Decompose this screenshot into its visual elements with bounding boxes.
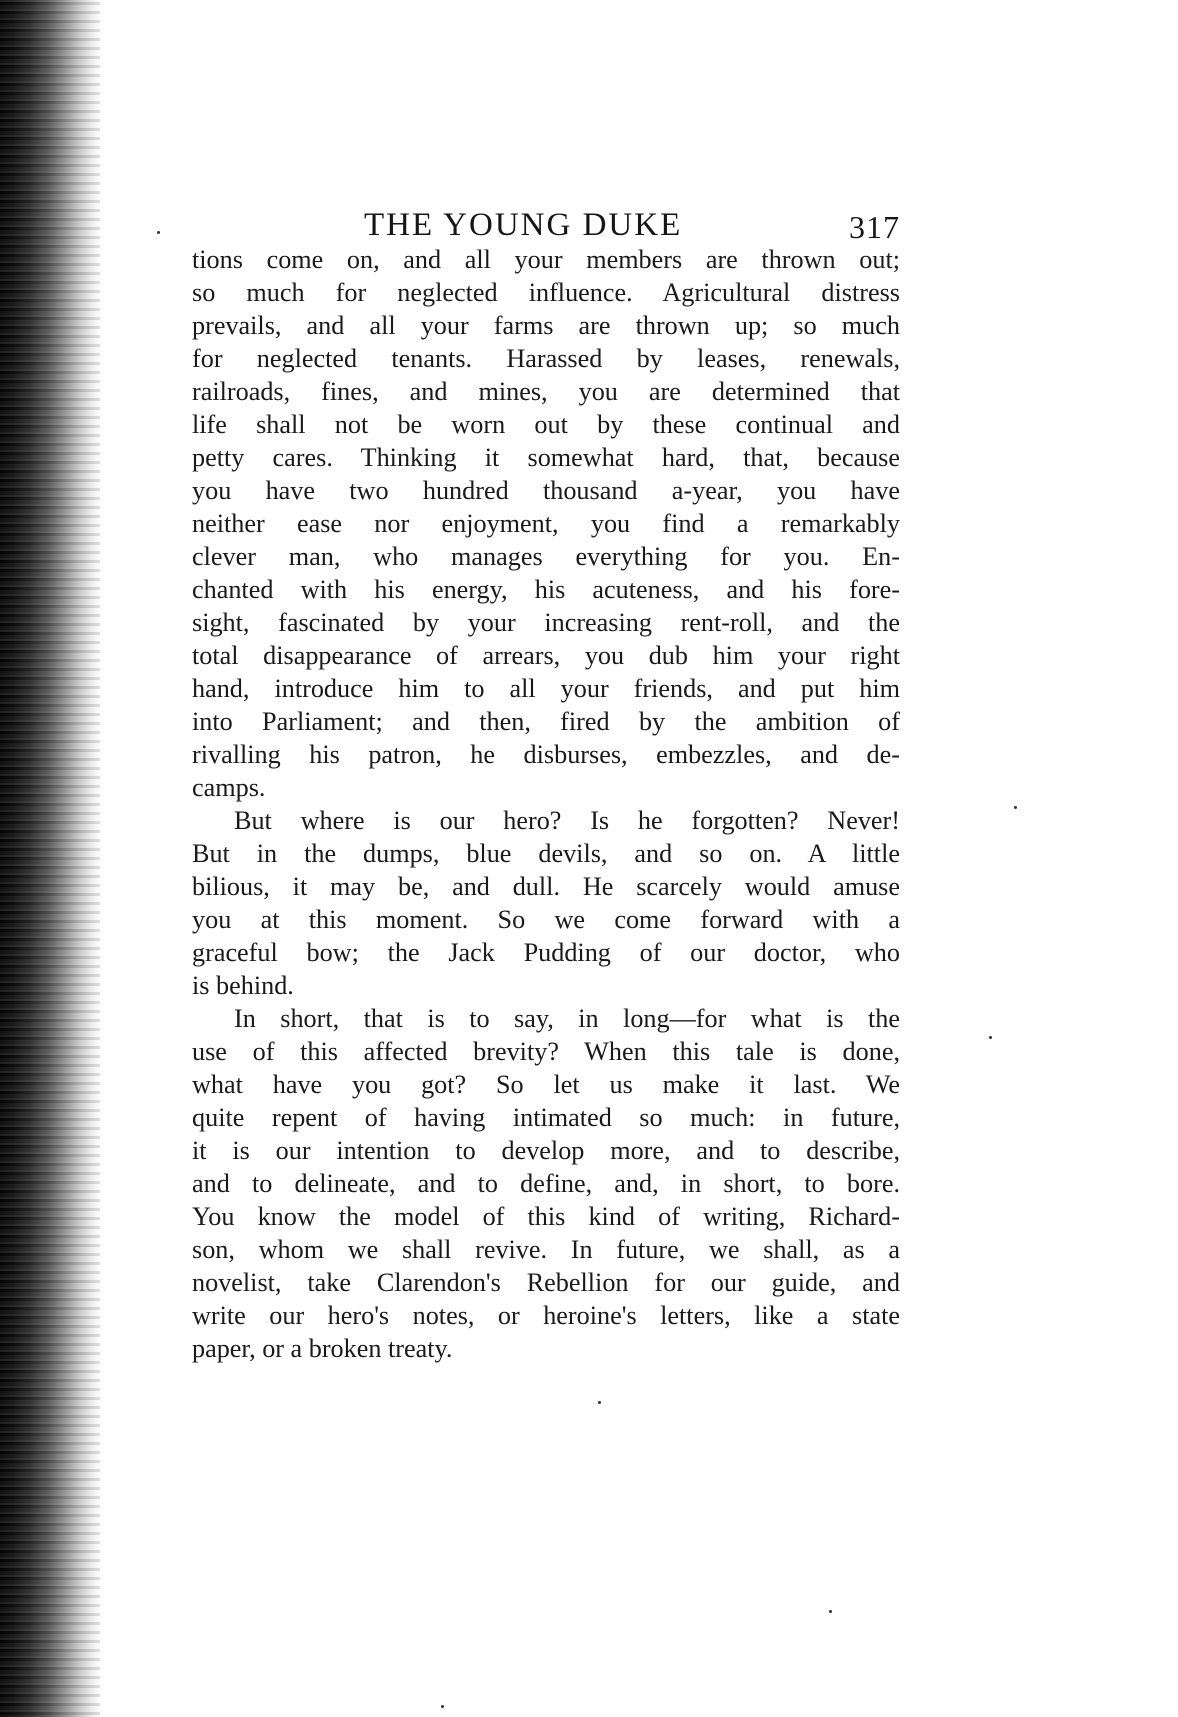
text-line: novelist, take Clarendon's Rebellion for our guide, and bbox=[192, 1268, 900, 1297]
text-line: clever man, who manages everything for you. En- bbox=[192, 542, 900, 571]
page-number: 317 bbox=[849, 209, 900, 245]
paragraph-start-line: In short, that is to say, in long—for what is the bbox=[234, 1004, 900, 1033]
text-line: it is our intention to develop more, and to describe, bbox=[192, 1136, 900, 1165]
text-line: you at this moment. So we come forward with a bbox=[192, 905, 900, 934]
text-line: life shall not be worn out by these continual and bbox=[192, 410, 900, 439]
text-line: total disappearance of arrears, you dub him your right bbox=[192, 641, 900, 670]
body-text bbox=[192, 243, 900, 1365]
text-line: what have you got? So let us make it last. We bbox=[192, 1070, 900, 1099]
text-line: so much for neglected influence. Agricultural distress bbox=[192, 278, 900, 307]
scan-speck bbox=[989, 1036, 992, 1039]
text-line: for neglected tenants. Harassed by leases, renewals, bbox=[192, 344, 900, 373]
scanned-binding-edge bbox=[0, 0, 100, 1717]
text-line: rivalling his patron, he disburses, embezzles, and de- bbox=[192, 740, 900, 769]
text-line: railroads, fines, and mines, you are determined that bbox=[192, 377, 900, 406]
text-line: write our hero's notes, or heroine's letters, like a state bbox=[192, 1301, 900, 1330]
text-line: and to delineate, and to define, and, in short, to bore. bbox=[192, 1169, 900, 1198]
text-line: graceful bow; the Jack Pudding of our doctor, who bbox=[192, 938, 900, 967]
text-line: hand, introduce him to all your friends, and put him bbox=[192, 674, 900, 703]
text-line: into Parliament; and then, fired by the ambition of bbox=[192, 707, 900, 736]
paragraph-end-line: camps. bbox=[192, 773, 266, 802]
scan-speck bbox=[1014, 806, 1017, 809]
text-line: bilious, it may be, and dull. He scarcely would amuse bbox=[192, 872, 900, 901]
scan-speck bbox=[829, 1610, 832, 1613]
text-line: chanted with his energy, his acuteness, and his fore- bbox=[192, 575, 900, 604]
running-head bbox=[192, 207, 900, 247]
scan-speck bbox=[441, 1705, 444, 1708]
text-line: sight, fascinated by your increasing rent-roll, and the bbox=[192, 608, 900, 637]
text-line: You know the model of this kind of writing, Richard- bbox=[192, 1202, 900, 1231]
text-line: petty cares. Thinking it somewhat hard, that, because bbox=[192, 443, 900, 472]
text-line: prevails, and all your farms are thrown up; so much bbox=[192, 311, 900, 340]
text-line: neither ease nor enjoyment, you find a remarkably bbox=[192, 509, 900, 538]
paragraph-start-line: But where is our hero? Is he forgotten? Never! bbox=[234, 806, 900, 835]
text-line: son, whom we shall revive. In future, we shall, as a bbox=[192, 1235, 900, 1264]
paragraph-end-line: paper, or a broken treaty. bbox=[192, 1334, 453, 1363]
running-title: THE YOUNG DUKE bbox=[364, 207, 683, 243]
text-line: tions come on, and all your members are thrown out; bbox=[192, 245, 900, 274]
paragraph-end-line: is behind. bbox=[192, 971, 294, 1000]
text-line: you have two hundred thousand a-year, you have bbox=[192, 476, 900, 505]
scan-speck bbox=[157, 231, 160, 234]
text-line: But in the dumps, blue devils, and so on. A little bbox=[192, 839, 900, 868]
text-line: use of this affected brevity? When this tale is done, bbox=[192, 1037, 900, 1066]
text-line: quite repent of having intimated so much: in future, bbox=[192, 1103, 900, 1132]
scan-speck bbox=[598, 1401, 601, 1404]
